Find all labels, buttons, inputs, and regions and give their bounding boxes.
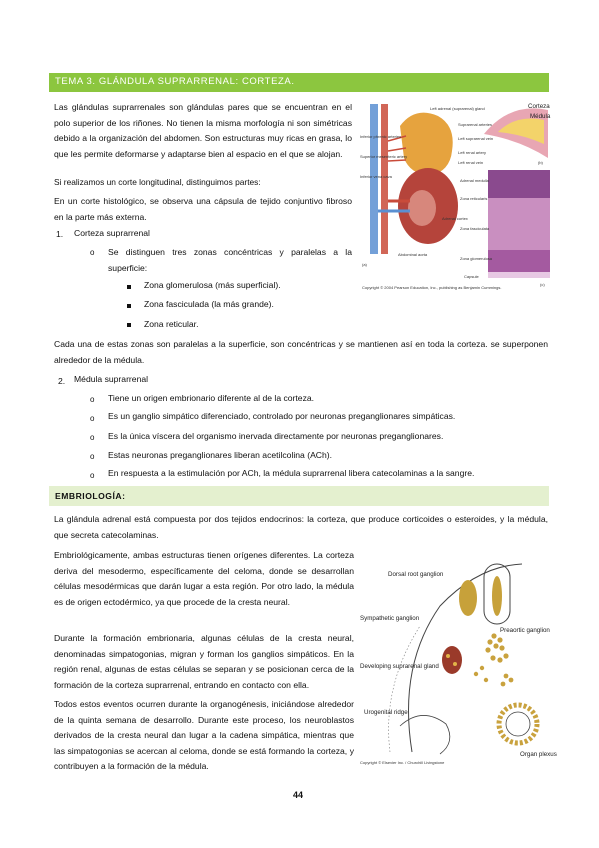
label-zona-fasciculata: Zona fasciculata — [460, 226, 490, 231]
section1-number: 1. — [56, 229, 64, 239]
histologic-paragraph: En un corte histológico, se observa una cápsula de tejido conjuntivo fibroso en la parte más externa. — [54, 196, 352, 222]
medula-item: Tiene un origen embrionario diferente al de la corteza. — [108, 393, 315, 403]
medula-item: En respuesta a la estimulación por ACh, la médula suprarrenal libera catecolaminas a la sangre. — [108, 468, 475, 478]
label-urogenital-ridge: Urogenital ridge — [364, 709, 408, 716]
square-bullet-icon — [127, 285, 131, 289]
medula-item: Es un ganglio simpático diferenciado, controlado por neuronas preganglionares simpáticas. — [108, 411, 456, 421]
label-left-renal-artery: Left renal artery — [458, 150, 487, 155]
embryology-paragraph-4: Todos estos eventos ocurren durante la organogénesis, iniciándose alrededor de la quinta semana de desarrollo. Durante este proceso, los neuroblastos derivados de la cresta neural dan lugar a la cadena simpática, mientras que las simpatogonias se acercan al celoma, donde se está formando la corteza, y contribuyen a la formación de la médula. — [54, 699, 354, 772]
section2-number: 2. — [58, 376, 66, 386]
label-adrenal-medulla: Adrenal medulla — [460, 178, 489, 183]
embryology-paragraph-3: Durante la formación embrionaria, algunas células de la cresta neural, denominadas simpatogonias, migran y forman los ganglios simpáticos. En la región renal, algunas de estas células se separan y se posicionan cerca de la formación de la corteza suprarrenal, entrando en contacto con ella. — [54, 633, 354, 690]
circle-bullet-icon: o — [90, 248, 95, 257]
label-developing-gland: Developing suprarenal gland — [360, 663, 439, 670]
embryology-paragraph-2: Embriológicamente, ambas estructuras tienen orígenes diferentes. La corteza deriva del mesodermo, específicamente del celoma, donde se desarrollan células mesodérmicas que darán lugar a esta región. Por otro lado, la médula es de origen ectodérmico, ya que procede de la cresta neural. — [54, 550, 354, 607]
label-zona-reticularis: Zona reticularis — [460, 196, 488, 201]
label-corteza: Corteza — [528, 103, 550, 110]
circle-bullet-icon: o — [90, 414, 95, 423]
circle-bullet-icon: o — [90, 395, 95, 404]
label-superior-mesenteric: Superior mesenteric artery — [360, 154, 408, 159]
section1-title: Corteza suprarrenal — [74, 228, 150, 238]
label-preaortic-ganglion: Preaortic ganglion — [500, 627, 550, 634]
zone-item: Zona fasciculada (la más grande). — [144, 299, 274, 309]
circle-bullet-icon: o — [90, 433, 95, 442]
adrenal-gland-figure — [360, 96, 552, 292]
developing-gland — [442, 646, 462, 674]
label-left-renal-vein: Left renal vein — [458, 160, 484, 165]
label-inferior-phrenic: Inferior phrenic arteries — [360, 134, 402, 139]
section2-title: Médula suprarrenal — [74, 374, 149, 384]
embryology-figure — [360, 556, 557, 768]
adrenal-anatomy-illustration — [370, 104, 458, 254]
label-left-adrenal: Left adrenal (suprarenal) gland — [430, 106, 485, 111]
label-zona-glomerulosa: Zona glomerulosa — [460, 256, 493, 261]
parallel-paragraph: Cada una de estas zonas son paralelas a la superficie, son concéntricas y se mantienen así en toda la corteza. se superponen alrededor de la médula. — [54, 339, 548, 365]
embryology-heading-bar — [49, 486, 549, 506]
label-inferior-vena-cava: Inferior vena cava — [360, 174, 392, 179]
adrenal-histology-micrograph — [488, 170, 550, 278]
section1-sub: Se distinguen tres zonas concéntricas y paralelas a la superficie: — [108, 247, 352, 273]
embryology-heading: EMBRIOLOGÍA: — [55, 491, 126, 501]
label-medula: Médula — [530, 113, 551, 120]
dorsal-root-ganglion — [459, 580, 477, 616]
zone-item: Zona glomerulosa (más superficial). — [144, 280, 281, 290]
circle-bullet-icon: o — [90, 452, 95, 461]
label-tag-c: (c) — [540, 282, 545, 287]
page-number: 44 — [293, 790, 304, 800]
square-bullet-icon — [127, 304, 131, 308]
label-abdominal-aorta: Abdominal aorta — [398, 252, 428, 257]
label-tag-b: (b) — [538, 160, 543, 165]
medula-item: Es la única víscera del organismo inervada directamente por neuronas preganglionares. — [108, 431, 444, 441]
neural-tube-illustration — [484, 564, 510, 624]
label-suprarenal-arteries: Suprarenal arteries — [458, 122, 493, 127]
zone-item: Zona reticular. — [144, 319, 199, 329]
label-dorsal-root-ganglion: Dorsal root ganglion — [388, 571, 444, 578]
figure-bottom-copyright: Copyright © Elsevier Inc. / Churchill Livingstone — [360, 760, 445, 765]
label-organ-plexus: Organ plexus — [520, 751, 557, 758]
section-title: TEMA 3. GLÁNDULA SUPRARRENAL: CORTEZA. — [55, 76, 295, 87]
circle-bullet-icon: o — [90, 471, 95, 480]
longitudinal-paragraph: Si realizamos un corte longitudinal, distinguimos partes: — [54, 177, 261, 187]
embryology-paragraph-1: La glándula adrenal está compuesta por dos tejidos endocrinos: la corteza, que produce corticoides o esteroides, y la médula, que secreta catecolaminas. — [54, 514, 548, 540]
label-tag-a: (a) — [362, 262, 367, 267]
sympathetic-cells — [474, 633, 514, 686]
section-title-bar — [49, 73, 549, 92]
figure-top-copyright: Copyright © 2004 Pearson Education, Inc., publishing as Benjamin Cummings. — [362, 285, 502, 290]
label-adrenal-cortex: Adrenal cortex — [442, 216, 468, 221]
organ-plexus-ring — [499, 705, 537, 743]
label-left-suprarenal-vein: Left suprarenal vein — [458, 136, 494, 141]
medula-item: Estas neuronas preganglionares liberan acetilcolina (ACh). — [108, 450, 333, 460]
label-sympathetic-ganglion: Sympathetic ganglion — [360, 615, 420, 622]
label-capsule: Capsule — [464, 274, 479, 279]
intro-paragraph: Las glándulas suprarrenales son glándulas pares que se encuentran en el polo superior de los riñones. No tienen la misma morfología ni son simétricas debido a la organización del abdomen. Son estructuras muy ricas en grasa, lo que les permite deformarse y adaptarse bien al espacio en el que se alojan. — [54, 102, 352, 159]
square-bullet-icon — [127, 323, 131, 327]
